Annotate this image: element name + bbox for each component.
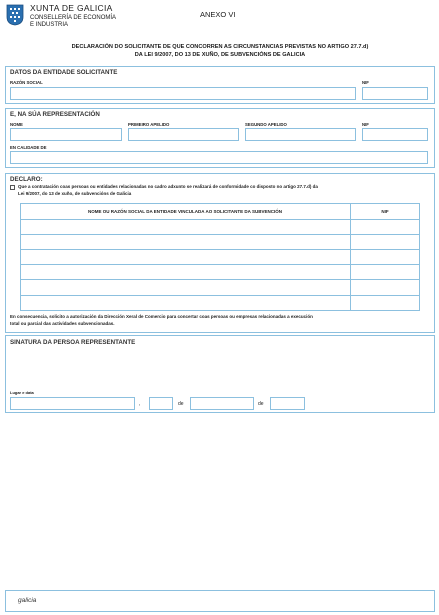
declaration-heading: DECLARO:	[10, 176, 43, 183]
year-field[interactable]	[270, 397, 305, 410]
month-field[interactable]	[190, 397, 254, 410]
declaration-text-line2: Lei 9/2007, do 13 de xuño, de subvencións de Galicia	[18, 191, 132, 196]
place-field[interactable]	[10, 397, 135, 410]
day-field[interactable]	[149, 397, 173, 410]
table-header-nif: NIF	[381, 209, 389, 214]
table-row-name[interactable]	[21, 296, 349, 310]
table-row-name[interactable]	[21, 265, 349, 279]
table-row-name[interactable]	[21, 250, 349, 264]
comma-separator: ,	[139, 401, 141, 407]
entity-nif-label: NIF	[362, 80, 369, 85]
rep-surname1-field[interactable]	[128, 128, 239, 141]
galicia-shield-icon	[6, 4, 24, 26]
annex-label: ANEXO VI	[200, 10, 236, 19]
declaration-text-line1: Que a contratación coas persoas ou entidades relacionadas no cadro adxunto se realizará de conformidade co disposto no artigo 27.7.d) da	[18, 184, 318, 189]
table-row-name[interactable]	[21, 235, 349, 249]
rep-surname2-label: SEGUNDO APELIDO	[245, 122, 287, 127]
rep-nif-field[interactable]	[362, 128, 428, 141]
consequence-line1: En consecuencia, solicito a autorización da Dirección Xeral de Comercio para concertar coas persoas ou empresas relacionadas a execución	[10, 314, 313, 319]
rep-capacity-label: EN CALIDADE DE	[10, 145, 47, 150]
rep-name-field[interactable]	[10, 128, 122, 141]
rep-nif-label: NIF	[362, 122, 369, 127]
title-line2: DA LEI 9/2007, DO 13 DE XUÑO, DE SUBVENCIÓNS DE GALICIA	[134, 52, 306, 58]
consequence-line2: total ou parcial das actividades subvencionadas.	[10, 321, 115, 326]
rep-capacity-field[interactable]	[10, 151, 428, 164]
document-title	[20, 43, 420, 59]
de-separator-1: de	[178, 401, 184, 407]
table-row-nif[interactable]	[351, 250, 419, 264]
representative-heading: E, NA SÚA REPRESENTACIÓN	[10, 111, 100, 118]
table-row-nif[interactable]	[351, 265, 419, 279]
rep-surname2-field[interactable]	[245, 128, 356, 141]
place-date-label: Lugar e data	[10, 390, 34, 395]
table-header-name: NOME OU RAZÓN SOCIAL DA ENTIDADE VINCULADA AO SOLICITANTE DA SUBVENCIÓN	[88, 209, 282, 214]
table-row-nif[interactable]	[351, 280, 419, 294]
rep-name-label: NOME	[10, 122, 23, 127]
table-row-name[interactable]	[21, 280, 349, 294]
org-sub-line1: CONSELLERÍA DE ECONOMÍA	[30, 15, 117, 21]
org-name: XUNTA DE GALICIA	[30, 3, 113, 13]
declaration-checkbox[interactable]	[10, 185, 15, 190]
entity-nif-field[interactable]	[362, 87, 428, 100]
table-row-nif[interactable]	[351, 235, 419, 249]
table-row-nif[interactable]	[351, 296, 419, 310]
galicia-footer-logo: galicia	[18, 597, 37, 604]
signature-heading: SINATURA DA PERSOA REPRESENTANTE	[10, 339, 136, 346]
org-sub-line2: E INDUSTRIA	[30, 22, 69, 28]
declaration-text	[18, 183, 430, 197]
org-subtitle	[30, 15, 116, 29]
footer-panel	[5, 590, 435, 612]
entity-name-field[interactable]	[10, 87, 356, 100]
rep-surname1-label: PRIMEIRO APELIDO	[128, 122, 170, 127]
entity-name-label: RAZÓN SOCIAL	[10, 80, 43, 85]
entity-heading: DATOS DA ENTIDADE SOLICITANTE	[10, 69, 118, 76]
consequence-text	[10, 313, 432, 327]
table-row-name[interactable]	[21, 220, 349, 234]
table-row-nif[interactable]	[351, 220, 419, 234]
title-line1: DECLARACIÓN DO SOLICITANTE DE QUE CONCORREN AS CIRCUNSTANCIAS PREVISTAS NO ARTIGO 27.7.d)	[71, 44, 369, 50]
de-separator-2: de	[258, 401, 264, 407]
